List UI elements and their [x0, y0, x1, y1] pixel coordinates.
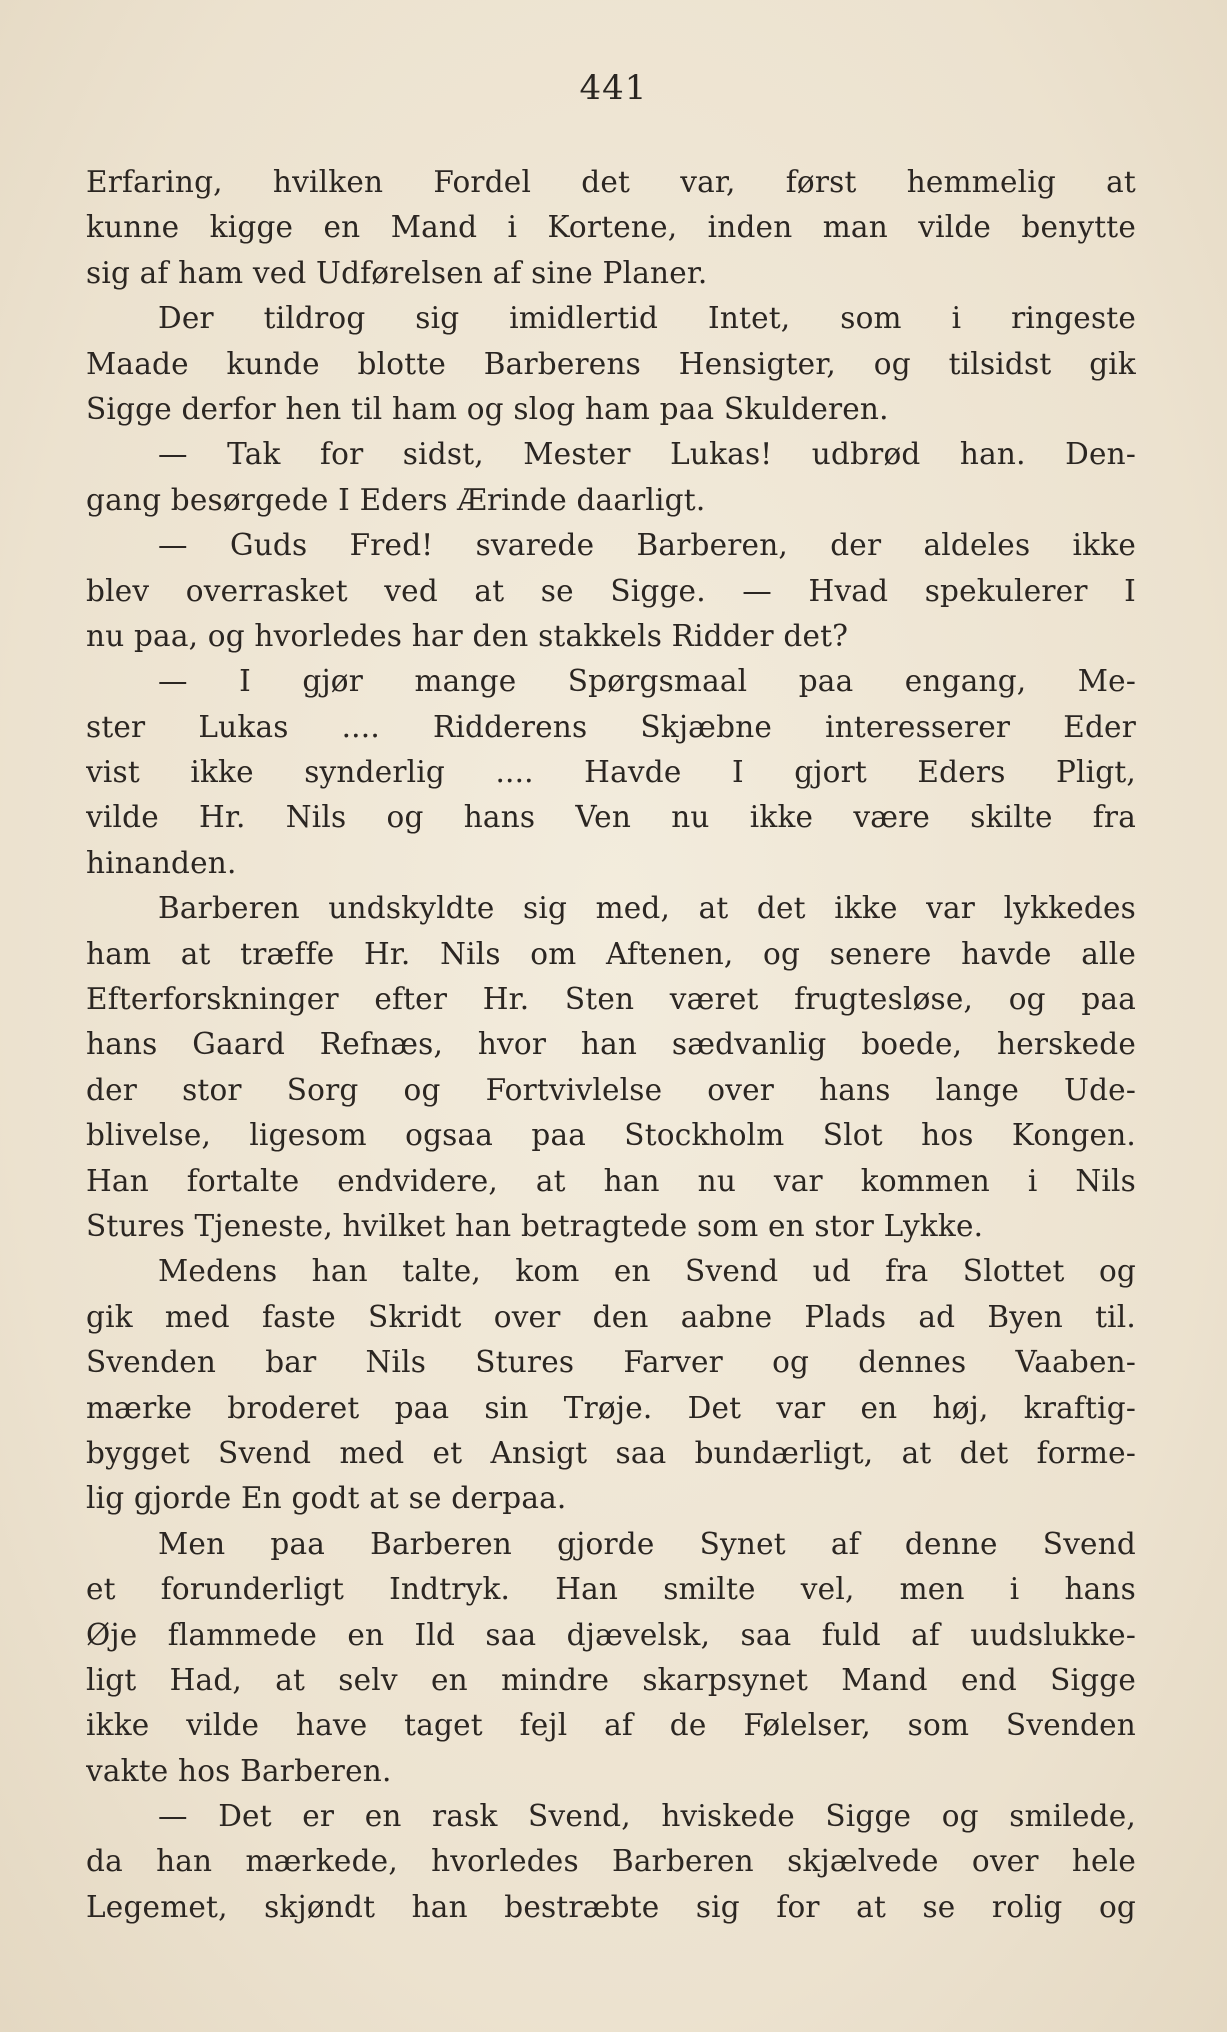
text-line: — I gjør mange Spørgsmaal paa engang, Me- — [158, 664, 1136, 699]
text-line: Maade kunde blotte Barberens Hensigter, og tilsidst gik — [86, 346, 1136, 381]
text-line: ligt Had, at selv en mindre skarpsynet Mand end Sigge — [86, 1662, 1136, 1697]
text-line: sig af ham ved Udførelsen af sine Planer. — [86, 255, 708, 290]
text-line: Legemet, skjøndt han bestræbte sig for at se rolig og — [86, 1889, 1136, 1924]
text-line: Barberen undskyldte sig med, at det ikke var lykkedes — [158, 891, 1136, 926]
text-line: — Tak for sidst, Mester Lukas! udbrød han. Den- — [158, 437, 1136, 472]
text-line: — Guds Fred! svarede Barberen, der aldeles ikke — [158, 528, 1136, 563]
text-line: Øje flammede en Ild saa djævelsk, saa fuld af uudslukke- — [86, 1617, 1136, 1652]
text-line: Erfaring, hvilken Fordel det var, først hemmelig at — [86, 165, 1136, 199]
text-line: — Det er en rask Svend, hviskede Sigge og smilede, — [158, 1799, 1136, 1834]
body-text — [86, 160, 1136, 1930]
text-line: da han mærkede, hvorledes Barberen skjælvede over hele — [86, 1844, 1136, 1879]
text-line: blev overrasket ved at se Sigge. — Hvad spekulerer I — [86, 573, 1136, 608]
text-line: Han fortalte endvidere, at han nu var kommen i Nils — [86, 1163, 1136, 1198]
text-line: ham at træffe Hr. Nils om Aftenen, og senere havde alle — [86, 936, 1136, 971]
text-line: Medens han talte, kom en Svend ud fra Slottet og — [158, 1254, 1136, 1289]
text-line: vakte hos Barberen. — [86, 1753, 392, 1788]
text-line: blivelse, ligesom ogsaa paa Stockholm Slot hos Kongen. — [86, 1118, 1136, 1153]
text-line: kunne kigge en Mand i Kortene, inden man vilde benytte — [86, 210, 1136, 245]
text-line: bygget Svend med et Ansigt saa bundærligt, at det forme- — [86, 1435, 1136, 1470]
text-line: ikke vilde have taget fejl af de Følelser, som Svenden — [86, 1708, 1136, 1743]
text-line: Sigge derfor hen til ham og slog ham paa Skulderen. — [86, 391, 889, 426]
text-line: Stures Tjeneste, hvilket han betragtede som en stor Lykke. — [86, 1208, 984, 1243]
text-line: Efterforskninger efter Hr. Sten været frugtesløse, og paa — [86, 982, 1136, 1017]
text-line: et forunderligt Indtryk. Han smilte vel, men i hans — [86, 1572, 1136, 1607]
text-line: Der tildrog sig imidlertid Intet, som i ringeste — [158, 301, 1136, 336]
text-line: ster Lukas .... Ridderens Skjæbne interesserer Eder — [86, 709, 1136, 744]
text-line: hans Gaard Refnæs, hvor han sædvanlig boede, herskede — [86, 1027, 1136, 1062]
text-line: Svenden bar Nils Stures Farver og dennes Vaaben- — [86, 1345, 1136, 1380]
text-line: mærke broderet paa sin Trøje. Det var en høj, kraftig- — [86, 1390, 1136, 1425]
text-line: lig gjorde En godt at se derpaa. — [86, 1481, 567, 1516]
text-line: Men paa Barberen gjorde Synet af denne Svend — [158, 1526, 1136, 1561]
text-line: vilde Hr. Nils og hans Ven nu ikke være skilte fra — [86, 800, 1136, 835]
text-line: gang besørgede I Eders Ærinde daarligt. — [86, 482, 706, 517]
page-number: 441 — [579, 68, 648, 108]
text-line: gik med faste Skridt over den aabne Plads ad Byen til. — [86, 1299, 1136, 1334]
text-line: hinanden. — [86, 845, 237, 880]
text-line: der stor Sorg og Fortvivlelse over hans lange Ude- — [86, 1072, 1136, 1107]
text-line: vist ikke synderlig .... Havde I gjort Eders Pligt, — [86, 755, 1136, 790]
text-line: nu paa, og hvorledes har den stakkels Ridder det? — [86, 618, 849, 653]
